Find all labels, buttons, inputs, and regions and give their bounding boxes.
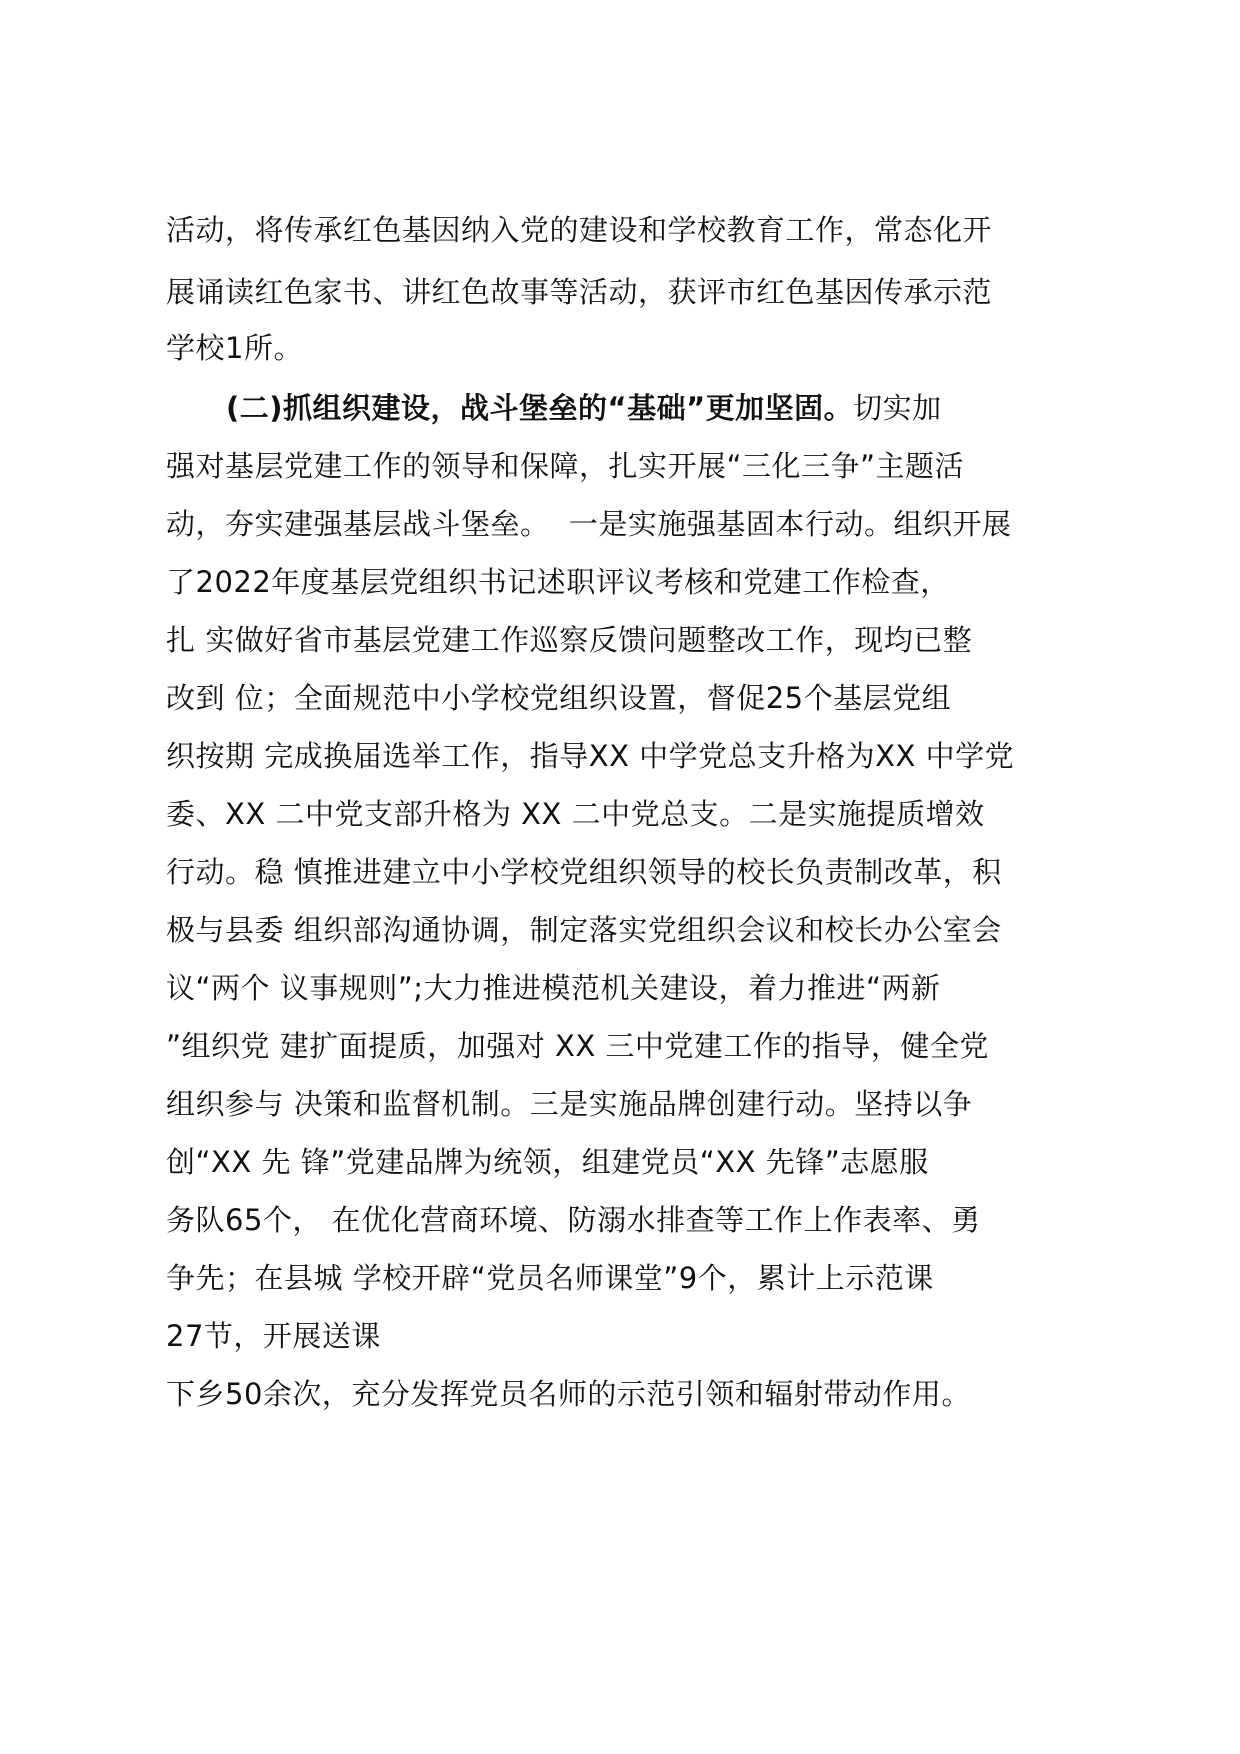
body-text-line: 动，夯实建强基层战斗堡垒。 一是实施强基固本行动。组织开展 bbox=[166, 507, 1012, 541]
body-text-line: 强对基层党建工作的领导和保障，扎实开展“三化三争”主题活 bbox=[166, 449, 965, 483]
body-text-line: 下乡50余次，充分发挥党员名师的示范引领和辐射带动作用。 bbox=[166, 1377, 971, 1411]
body-text-line: 活动，将传承红色基因纳入党的建设和学校教育工作，常态化开 bbox=[166, 213, 993, 247]
body-text-line: 改到 位；全面规范中小学校党组织设置，督促25个基层党组 bbox=[166, 681, 952, 715]
body-text-line: 组织参与 决策和监督机制。三是实施品牌创建行动。坚持以争 bbox=[166, 1087, 973, 1121]
section-heading-line bbox=[226, 388, 942, 428]
body-text-line: 争先；在县城 学校开辟“党员名师课堂”9个，累计上示范课 bbox=[166, 1261, 934, 1295]
body-text-line: 扎 实做好省市基层党建工作巡察反馈问题整改工作，现均已整 bbox=[166, 623, 973, 657]
section-heading: (二)抓组织建设，战斗堡垒的“基础”更加坚固。 bbox=[226, 391, 854, 425]
body-text-line: 议“两个 议事规则”;大力推进模范机关建设，着力推进“两新 bbox=[166, 971, 941, 1005]
body-text-line: 务队65个， 在优化营商环境、防溺水排查等工作上作表率、勇 bbox=[166, 1203, 981, 1237]
body-text: 切实加 bbox=[853, 391, 942, 425]
body-text-line: 极与县委 组织部沟通协调，制定落实党组织会议和校长办公室会 bbox=[166, 913, 1002, 947]
body-text-line: 了2022年度基层党组织书记述职评议考核和党建工作检查， bbox=[166, 565, 950, 599]
body-text-line: 织按期 完成换届选举工作，指导XX 中学党总支升格为XX 中学党 bbox=[166, 739, 1015, 773]
body-text-line: 展诵读红色家书、讲红色故事等活动，获评市红色基因传承示范 bbox=[166, 275, 993, 309]
body-text-line: 委、XX 二中党支部升格为 XX 二中党总支。二是实施提质增效 bbox=[166, 797, 985, 831]
body-text-line: 创“XX 先 锋”党建品牌为统领，组建党员“XX 先锋”志愿服 bbox=[166, 1145, 929, 1179]
body-text-line: 行动。稳 慎推进建立中小学校党组织领导的校长负责制改革，积 bbox=[166, 855, 1002, 889]
body-text-line: 学校1所。 bbox=[166, 331, 303, 365]
body-text-line: ”组织党 建扩面提质，加强对 XX 三中党建工作的指导，健全党 bbox=[166, 1029, 989, 1063]
body-text-line: 27节，开展送课 bbox=[166, 1319, 381, 1353]
